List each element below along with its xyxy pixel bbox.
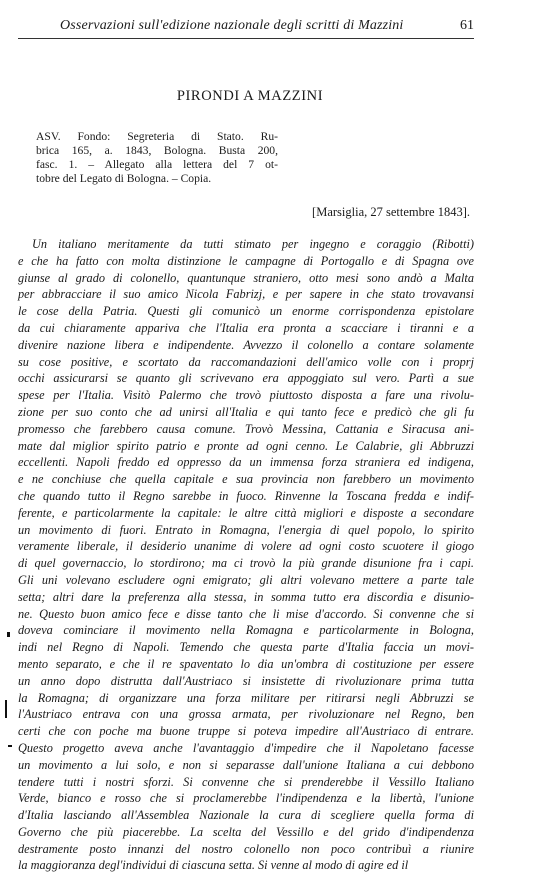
header-rule [18,38,474,39]
body-line: setta; altri dare la preferenza alla stessa, in somma tutto era discordia e disunio- [18,589,474,604]
margin-bar [5,700,7,718]
body-line: eccellenti. Napoli freddo ed oppresso da un immensa forza straniera ed indigena, [18,455,474,470]
body-line: occhi assicurarsi se quanto gli scrivevano era appoggiato sul vero. Partì a sue [18,371,474,386]
body-line: Governo che più piacerebbe. La scelta del Vessillo e del grido d'indipendenza [18,824,474,839]
body-line: destramente posto innanzi del nostro colonello non poco contribuì a riunire [18,841,474,856]
source-note-line: brica 165, a. 1843, Bologna. Busta 200, [36,144,278,157]
source-note-line: tobre del Legato di Bologna. – Copia. [36,172,212,185]
body-line: ne. Questo buon amico fece e disse tanto che li mise d'accordo. Si convenne che si [18,606,474,621]
document-title: PIRONDI A MAZZINI [176,88,324,104]
body-line: per abbracciare il suo amico Nicola Fabrizj, e per sapere in che stato trovavansi [18,287,474,302]
source-note [36,130,278,186]
body-line: d'Italia lasciando all'Assemblea Nazionale la cura di scegliere quella forma di [18,808,474,823]
body-line: un movimento a lui solo, e non si separasse dall'unione Italiana a cui debbono [18,757,474,772]
body-line: promesso che farebbero causa comune. Trovò Messina, Cattania e Siracusa ani- [18,421,474,436]
body-line: su cose positive, e scortato da raccomandazioni dell'amico volle con i proprj [18,354,474,369]
body-line: e che ha fatto con molta distinzione le campagne di Portogallo e di Spagna ove [18,253,474,268]
body-line: un movimento di fuori. Entrato in Romagna, l'energia di quel popolo, lo spirito [18,522,474,537]
body-line: Verde, bianco e rosso che si proclamerebbe l'indipendenza e la libertà, l'unione [18,791,474,806]
body-line: indi nel Regno di Napoli. Temendo che questa parte d'Italia faccia un movi- [18,640,474,655]
running-head-title: Osservazioni sull'edizione nazionale degli scritti di Mazzini [60,18,404,33]
body-line: Un italiano meritamente da tutti stimato per ingegno e coraggio (Ribotti) [32,237,474,251]
body-line: un anno dopo distrutta dall'Austriaco si insistette di rivoluzionare prima tutta [18,673,474,688]
margin-mark [7,632,10,637]
page-number: 61 [460,18,474,33]
body-line: mento separato, e che il re spaventato lo dia un'ombra di costituzione per essere [18,656,474,671]
body-line: da cui chiaramente appariva che l'Italia era pronta a scacciare i tiranni e a [18,320,474,335]
body-line: giunse al grado di colonello, quantunque straniero, otto mesi sono andò a Malta [18,270,474,285]
body-line: Questo progetto aveva anche l'avantaggio d'impedire che il Napoletano facesse [18,740,474,755]
body-line: Gli uni volevano escludere ogni emigrato; gli altri volevano mettere a parte tale [18,572,474,587]
source-note-line: ASV. Fondo: Segreteria di Stato. Ru- [36,130,278,143]
body-line: veramente liberale, il desiderio unanime di volere ad ogni costo scuotere il giogo [18,539,474,554]
body-line: l'Austriaco entrava con una grossa armata, per rivoluzionare nel Regno, ben [18,707,474,722]
source-note-line: fasc. 1. – Allegato alla lettera del 7 ot- [36,158,278,171]
body-line: zione per suo conto che ad unirsi all'Italia e qui tanto fece e predicò che gli fu [18,404,474,419]
body-line: che quando tutto il Regno sarebbe in fuoco. Rinvenne la Toscana fredda e indif- [18,488,474,503]
body-line: ferente, e particolarmente la capitale: le altre città migliori e disposte a secondare [18,505,474,520]
body-line: la Romagna; di organizzare una forza militare per ritirarsi negli Abbruzzi se [18,690,474,705]
body-line: spese per l'Italia. Visitò Palermo che trovò piuttosto disposta a fare una rivolu- [18,388,474,403]
body-line: mate dal miglior spirito patrio e pronte ad ogni cenno. Le Calabrie, gli Abbruzzi [18,438,474,453]
body-line: certi che con poche ma buone truppe si poteva impedire all'Austriaco di entrare. [18,724,474,739]
body-line: doveva cominciare il movimento nella Romagna e particolarmente in Bologna, [18,623,474,638]
body-line: la maggioranza degl'individui di ciascuna setta. Si venne al modo di agire ed il [18,858,409,873]
dateline: [Marsiglia, 27 settembre 1843]. [312,205,470,219]
body-line: le cose della Patria. Questi gli comunicò un enorme corrispondenza epistolare [18,304,474,319]
body-line: divenire nazione libera e indipendente. Avvezzo il colonello a contare solamente [18,337,474,352]
body-line: di quel governaccio, lo stordirono; ma ci trovò la più grande disunione fra i capi. [18,556,474,571]
letter-body [18,236,474,874]
margin-dash [8,745,12,747]
body-line: e ne conchiuse che quella capitale e sua provincia non farebbero un movimento [18,472,474,487]
running-head [60,16,474,38]
body-line: tendere tutti i nostri sforzi. Si convenne che si prenderebbe il Vessillo Italiano [18,774,474,789]
